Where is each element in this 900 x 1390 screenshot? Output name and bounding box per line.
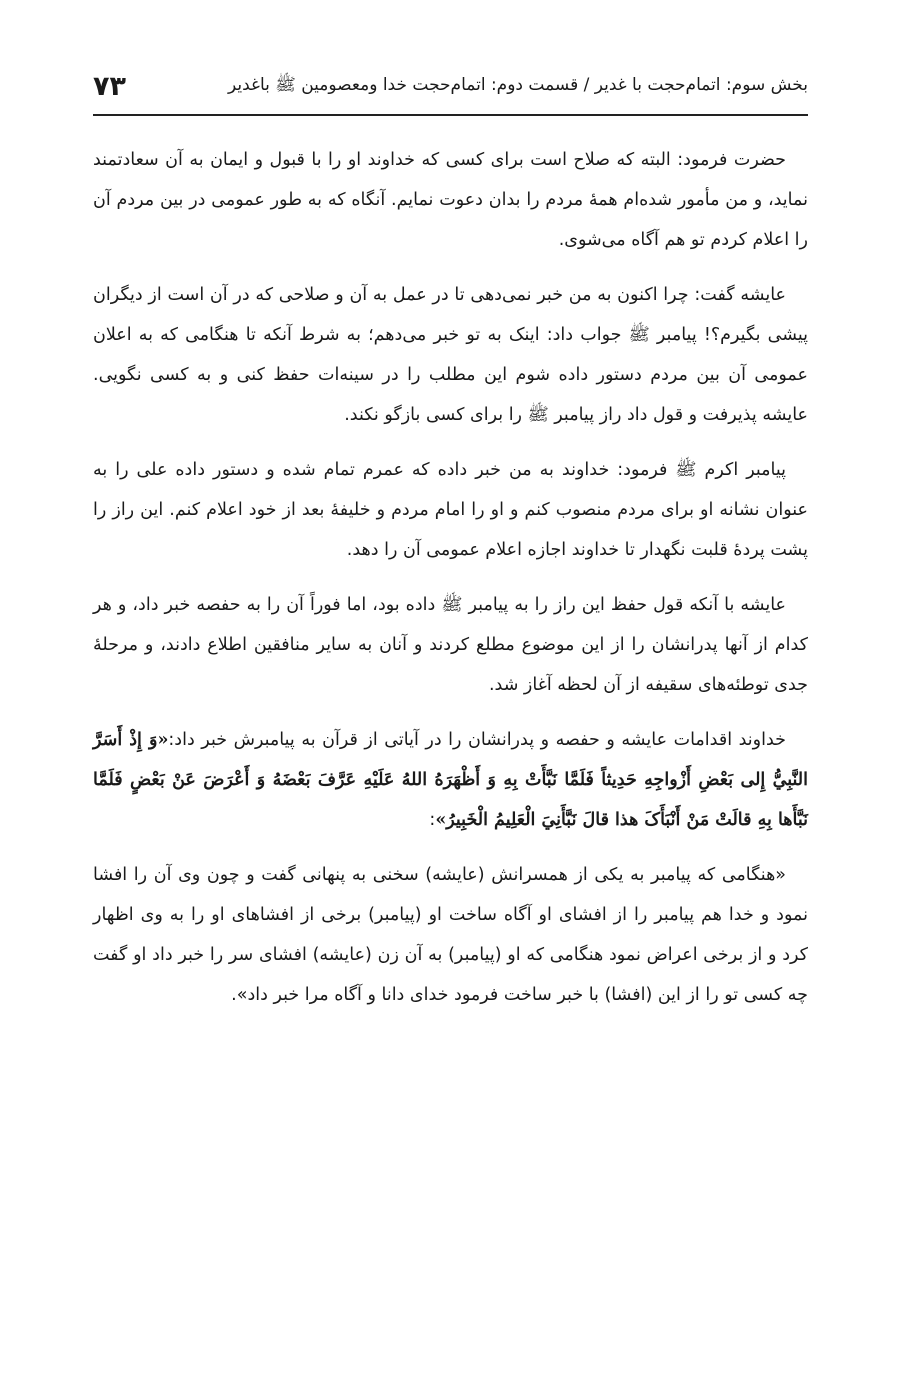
quran-verse: «وَ إِذْ أَسَرَّ النَّبِيُّ إِلی بَعْضِ أَزْواجِهِ حَدِيثاً فَلَمَّا نَبَّأَتْ بِهِ وَ أَظْهَرَهُ اللهُ عَلَيْهِ عَرَّفَ بَعْضَهُ وَ أَعْرَضَ عَنْ بَعْضٍ فَلَمَّا نَبَّأَها بِهِ قالَتْ مَنْ أَنْبَأَکَ هذا قالَ نَبَّأَنِيَ الْعَلِيمُ الْخَبِيرُ» — [93, 730, 808, 830]
body-text — [93, 140, 808, 1030]
paragraph — [93, 275, 808, 435]
paragraph-text: حضرت فرمود: البته که صلاح است برای کسی که خداوند او را با قبول و ایمان به آن سعادتمند نماید، و من مأمور شده‌ام همهٔ مردم را بدان دعوت نمایم. آنگاه که به طور عمومی در بین مردم آن را اعلام کردم تو هم آگاه می‌شوی. — [93, 150, 808, 250]
paragraph-text: خداوند اقدامات عایشه و حفصه و پدرانشان را در آیاتی از قرآن به پیامبرش خبر داد: — [168, 730, 786, 750]
paragraph — [93, 140, 808, 260]
paragraph-with-verse — [93, 720, 808, 840]
paragraph-text: عایشه گفت: چرا اکنون به من خبر نمی‌دهی تا در عمل به آن و صلاحی که در آن است از دیگران پیشی بگیرم؟! پیامبر ﷺ جواب داد: اینک به تو خبر می‌دهم؛ به شرط آنکه تا هنگامی که به اعلان عمومی آن بین مردم دستور داده شوم این مطلب را در سینه‌ات حفظ کنی و به کسی نگویی. عایشه پذیرفت و قول داد راز پیامبر ﷺ را برای کسی بازگو نکند. — [93, 285, 808, 425]
paragraph — [93, 450, 808, 570]
running-header — [93, 66, 808, 106]
running-header-title: بخش سوم: اتمام‌حجت با غدیر / قسمت دوم: اتمام‌حجت خدا ومعصومین ﷺ باغدیر — [228, 74, 808, 95]
page-number: ۷۳ — [93, 70, 126, 102]
header-rule — [93, 114, 808, 116]
paragraph-text: پیامبر اکرم ﷺ فرمود: خداوند به من خبر داده که عمرم تمام شده و دستور داده علی را به عنوان نشانه او برای مردم منصوب کنم و او را امام مردم و خلیفهٔ بعد از خود اعلام کنم. این راز را پشت پردهٔ قلبت نگهدار تا خداوند اجازه اعلام عمومی آن را دهد. — [93, 460, 808, 560]
paragraph — [93, 855, 808, 1015]
paragraph — [93, 585, 808, 705]
paragraph-text: «هنگامی که پیامبر به یکی از همسرانش (عایشه) سخنی به پنهانی گفت و چون وی آن را افشا نمود و خدا هم پیامبر را از افشای او آگاه ساخت او (پیامبر) برخی از افشاهای او را به وی اظهار کرد و از برخی اعراض نمود هنگامی که او (پیامبر) به آن زن (عایشه) افشای سر را خبر داد او گفت چه کسی تو را از این (افشا) با خبر ساخت فرمود خدای دانا و آگاه مرا خبر داد». — [93, 865, 808, 1005]
paragraph-text: عایشه با آنکه قول حفظ این راز را به پیامبر ﷺ داده بود، اما فوراً آن را به حفصه خبر داد، و هر کدام از آنها پدرانشان را از این موضوع مطلع کردند و آنان به سایر منافقین اطلاع دادند، و مرحلهٔ جدی توطئه‌های سقیفه از آن لحظه آغاز شد. — [93, 595, 808, 695]
verse-trailing-colon: : — [429, 810, 436, 830]
